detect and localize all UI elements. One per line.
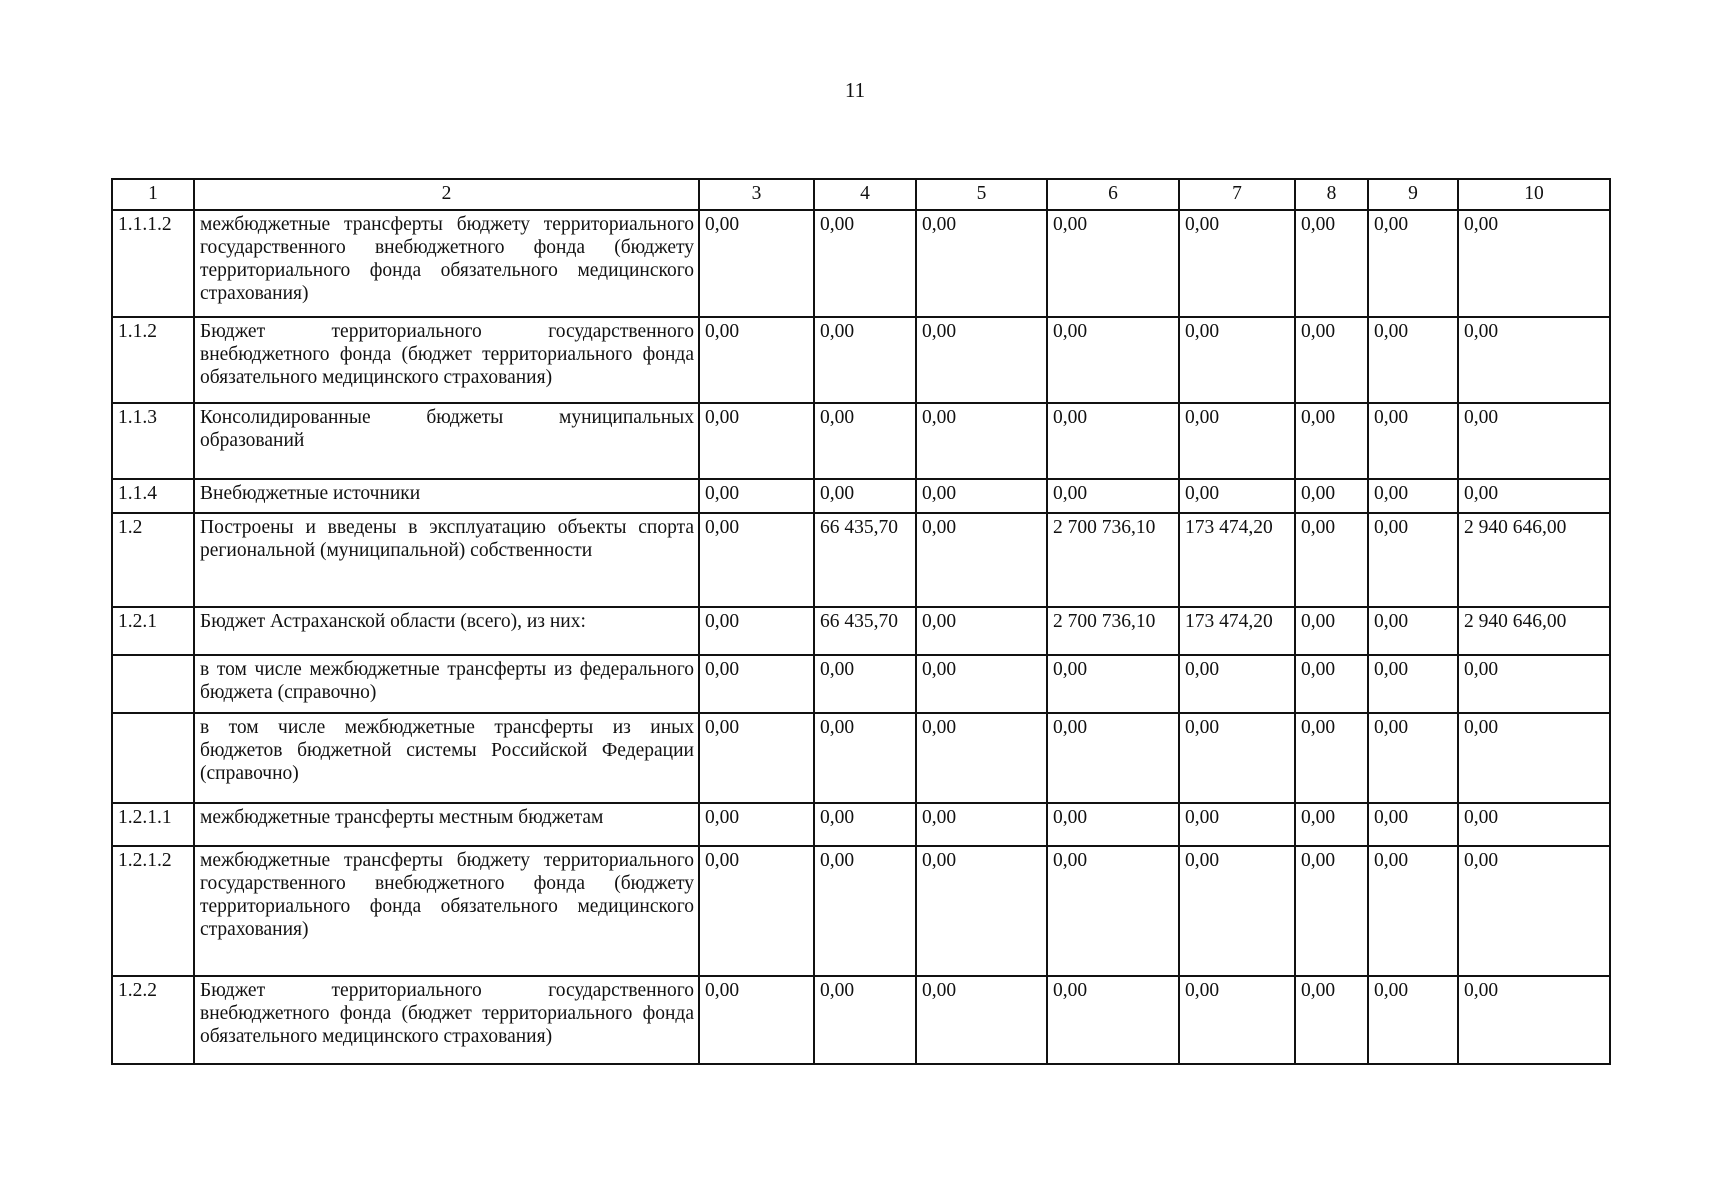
value-cell-col-7: 0,00 [1179, 713, 1295, 803]
column-header-9: 9 [1368, 179, 1458, 210]
table-row [112, 317, 1610, 403]
row-code: 1.1.1.2 [112, 210, 194, 317]
value-cell-col-4: 0,00 [814, 846, 916, 976]
value-cell-col-8: 0,00 [1295, 655, 1368, 713]
value-cell-col-8: 0,00 [1295, 403, 1368, 479]
table-row [112, 846, 1610, 976]
value-cell-col-6: 0,00 [1047, 713, 1179, 803]
value-cell-col-8: 0,00 [1295, 713, 1368, 803]
table-row [112, 607, 1610, 655]
value-cell-col-6: 0,00 [1047, 655, 1179, 713]
value-cell-col-9: 0,00 [1368, 513, 1458, 607]
value-cell-col-10: 2 940 646,00 [1458, 513, 1610, 607]
value-cell-col-6: 2 700 736,10 [1047, 607, 1179, 655]
value-cell-col-8: 0,00 [1295, 479, 1368, 513]
value-cell-col-4: 0,00 [814, 655, 916, 713]
value-cell-col-5: 0,00 [916, 607, 1047, 655]
page-number: 11 [844, 78, 866, 102]
row-name: Бюджет территориального государственного внебюджетного фонда (бюджет территориального фонда обязательного медицинского страхования) [194, 317, 699, 403]
funding-table [111, 178, 1611, 1065]
column-header-4: 4 [814, 179, 916, 210]
value-cell-col-9: 0,00 [1368, 210, 1458, 317]
value-cell-col-9: 0,00 [1368, 317, 1458, 403]
value-cell-col-7: 0,00 [1179, 479, 1295, 513]
table-row [112, 803, 1610, 846]
row-name: в том числе межбюджетные трансферты из федерального бюджета (справочно) [194, 655, 699, 713]
row-code [112, 655, 194, 713]
value-cell-col-10: 0,00 [1458, 317, 1610, 403]
value-cell-col-7: 0,00 [1179, 803, 1295, 846]
table-row [112, 479, 1610, 513]
value-cell-col-3: 0,00 [699, 210, 814, 317]
value-cell-col-9: 0,00 [1368, 607, 1458, 655]
value-cell-col-4: 0,00 [814, 803, 916, 846]
value-cell-col-7: 0,00 [1179, 976, 1295, 1064]
value-cell-col-6: 0,00 [1047, 976, 1179, 1064]
value-cell-col-8: 0,00 [1295, 210, 1368, 317]
value-cell-col-5: 0,00 [916, 479, 1047, 513]
value-cell-col-3: 0,00 [699, 713, 814, 803]
value-cell-col-5: 0,00 [916, 210, 1047, 317]
table-body [112, 210, 1610, 1064]
value-cell-col-10: 0,00 [1458, 846, 1610, 976]
value-cell-col-3: 0,00 [699, 403, 814, 479]
row-code: 1.2.1.1 [112, 803, 194, 846]
value-cell-col-3: 0,00 [699, 513, 814, 607]
row-code: 1.1.4 [112, 479, 194, 513]
value-cell-col-7: 0,00 [1179, 210, 1295, 317]
value-cell-col-8: 0,00 [1295, 976, 1368, 1064]
value-cell-col-6: 0,00 [1047, 403, 1179, 479]
value-cell-col-9: 0,00 [1368, 403, 1458, 479]
row-code: 1.1.2 [112, 317, 194, 403]
value-cell-col-8: 0,00 [1295, 846, 1368, 976]
value-cell-col-3: 0,00 [699, 479, 814, 513]
value-cell-col-3: 0,00 [699, 803, 814, 846]
value-cell-col-4: 0,00 [814, 713, 916, 803]
value-cell-col-4: 0,00 [814, 976, 916, 1064]
table-row [112, 976, 1610, 1064]
value-cell-col-3: 0,00 [699, 976, 814, 1064]
value-cell-col-9: 0,00 [1368, 479, 1458, 513]
table-row [112, 513, 1610, 607]
value-cell-col-5: 0,00 [916, 846, 1047, 976]
value-cell-col-4: 0,00 [814, 317, 916, 403]
value-cell-col-7: 0,00 [1179, 403, 1295, 479]
value-cell-col-10: 0,00 [1458, 713, 1610, 803]
column-header-1: 1 [112, 179, 194, 210]
value-cell-col-7: 0,00 [1179, 655, 1295, 713]
row-name: Бюджет территориального государственного внебюджетного фонда (бюджет территориального фонда обязательного медицинского страхования) [194, 976, 699, 1064]
value-cell-col-4: 66 435,70 [814, 513, 916, 607]
value-cell-col-5: 0,00 [916, 317, 1047, 403]
column-header-10: 10 [1458, 179, 1610, 210]
row-code: 1.1.3 [112, 403, 194, 479]
value-cell-col-6: 0,00 [1047, 803, 1179, 846]
row-name: Бюджет Астраханской области (всего), из них: [194, 607, 699, 655]
column-header-7: 7 [1179, 179, 1295, 210]
value-cell-col-9: 0,00 [1368, 803, 1458, 846]
column-header-3: 3 [699, 179, 814, 210]
value-cell-col-7: 0,00 [1179, 317, 1295, 403]
value-cell-col-4: 0,00 [814, 210, 916, 317]
value-cell-col-9: 0,00 [1368, 713, 1458, 803]
column-header-5: 5 [916, 179, 1047, 210]
row-code [112, 713, 194, 803]
value-cell-col-5: 0,00 [916, 403, 1047, 479]
row-code: 1.2.1.2 [112, 846, 194, 976]
table-row [112, 655, 1610, 713]
value-cell-col-3: 0,00 [699, 655, 814, 713]
row-name: межбюджетные трансферты местным бюджетам [194, 803, 699, 846]
value-cell-col-4: 0,00 [814, 479, 916, 513]
value-cell-col-10: 0,00 [1458, 479, 1610, 513]
value-cell-col-6: 0,00 [1047, 479, 1179, 513]
value-cell-col-9: 0,00 [1368, 655, 1458, 713]
value-cell-col-9: 0,00 [1368, 976, 1458, 1064]
header-row [112, 179, 1610, 210]
value-cell-col-5: 0,00 [916, 976, 1047, 1064]
table-row [112, 713, 1610, 803]
row-name: в том числе межбюджетные трансферты из иных бюджетов бюджетной системы Российской Федерации (справочно) [194, 713, 699, 803]
value-cell-col-5: 0,00 [916, 713, 1047, 803]
value-cell-col-3: 0,00 [699, 607, 814, 655]
column-header-2: 2 [194, 179, 699, 210]
value-cell-col-8: 0,00 [1295, 803, 1368, 846]
value-cell-col-10: 2 940 646,00 [1458, 607, 1610, 655]
value-cell-col-10: 0,00 [1458, 403, 1610, 479]
column-header-8: 8 [1295, 179, 1368, 210]
value-cell-col-10: 0,00 [1458, 976, 1610, 1064]
value-cell-col-6: 0,00 [1047, 317, 1179, 403]
value-cell-col-3: 0,00 [699, 846, 814, 976]
value-cell-col-5: 0,00 [916, 655, 1047, 713]
value-cell-col-8: 0,00 [1295, 513, 1368, 607]
row-name: Построены и введены в эксплуатацию объекты спорта региональной (муниципальной) собственности [194, 513, 699, 607]
row-name: межбюджетные трансферты бюджету территориального государственного внебюджетного фонда (бюджету территориального фонда обязательного медицинского страхования) [194, 846, 699, 976]
row-name: межбюджетные трансферты бюджету территориального государственного внебюджетного фонда (бюджету территориального фонда обязательного медицинского страхования) [194, 210, 699, 317]
value-cell-col-7: 173 474,20 [1179, 607, 1295, 655]
value-cell-col-5: 0,00 [916, 803, 1047, 846]
row-code: 1.2 [112, 513, 194, 607]
value-cell-col-7: 0,00 [1179, 846, 1295, 976]
value-cell-col-6: 0,00 [1047, 846, 1179, 976]
value-cell-col-10: 0,00 [1458, 210, 1610, 317]
column-header-6: 6 [1047, 179, 1179, 210]
value-cell-col-6: 2 700 736,10 [1047, 513, 1179, 607]
value-cell-col-4: 66 435,70 [814, 607, 916, 655]
value-cell-col-4: 0,00 [814, 403, 916, 479]
value-cell-col-6: 0,00 [1047, 210, 1179, 317]
table-row [112, 403, 1610, 479]
row-code: 1.2.2 [112, 976, 194, 1064]
value-cell-col-10: 0,00 [1458, 803, 1610, 846]
table-row [112, 210, 1610, 317]
value-cell-col-9: 0,00 [1368, 846, 1458, 976]
value-cell-col-7: 173 474,20 [1179, 513, 1295, 607]
value-cell-col-3: 0,00 [699, 317, 814, 403]
row-name: Внебюджетные источники [194, 479, 699, 513]
value-cell-col-10: 0,00 [1458, 655, 1610, 713]
row-name: Консолидированные бюджеты муниципальных образований [194, 403, 699, 479]
table-header [112, 179, 1610, 210]
value-cell-col-8: 0,00 [1295, 607, 1368, 655]
value-cell-col-8: 0,00 [1295, 317, 1368, 403]
row-code: 1.2.1 [112, 607, 194, 655]
value-cell-col-5: 0,00 [916, 513, 1047, 607]
